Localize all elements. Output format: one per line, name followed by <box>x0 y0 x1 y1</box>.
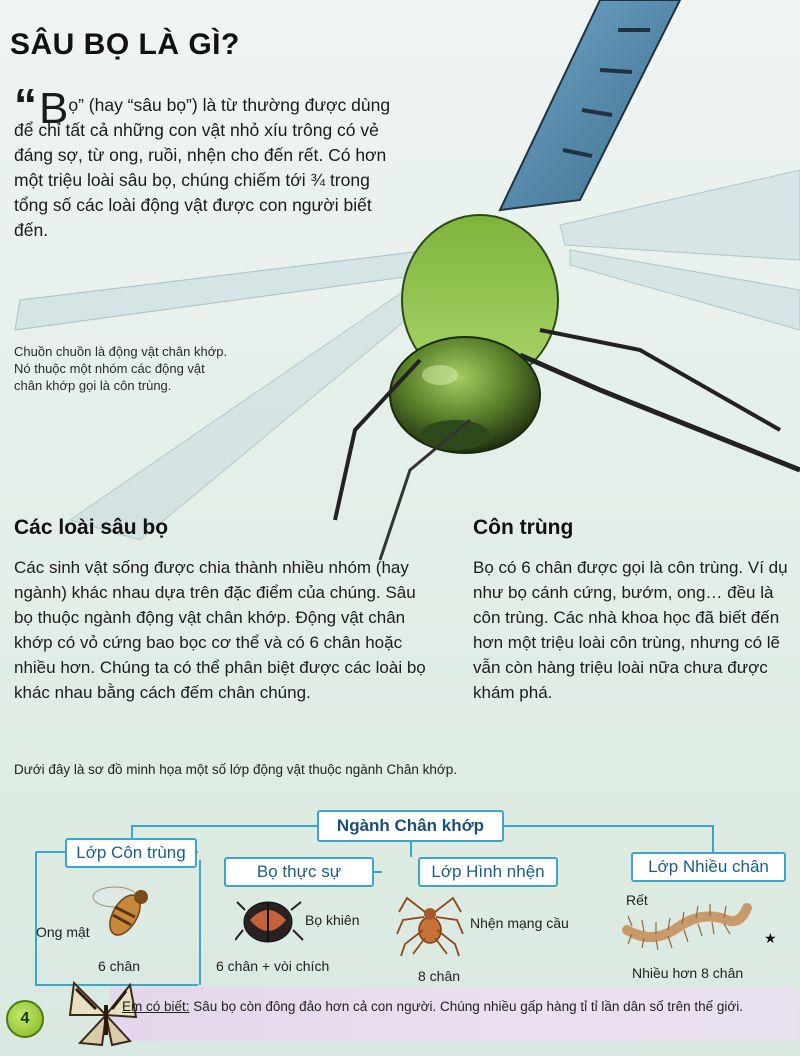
box-myriapod-class: Lớp Nhiều chân <box>631 852 786 882</box>
intro-text: ọ” (hay “sâu bọ”) là từ thường được dùng để chỉ tất cả những con vật nhỏ xíu trông có vẻ đáng sợ, từ ong, ruồi, nhện cho đến rết. Có hơn một triệu loài sâu bọ, chúng chiếm tới ¾ trong tổng số các loài động vật được con người biết đến. <box>14 95 391 240</box>
box-arthropoda: Ngành Chân khớp <box>317 810 504 842</box>
box-arachnid-class: Lớp Hình nhện <box>418 857 558 887</box>
heading-insects: Côn trùng <box>473 516 574 539</box>
did-you-know-body: Sâu bọ còn đông đảo hơn cả con người. Chúng nhiều gấp hàng tỉ tỉ lần dân số trên thế giới. <box>193 999 744 1014</box>
page-title: SÂU BỌ LÀ GÌ? <box>10 28 240 61</box>
spider-illustration <box>395 890 465 960</box>
did-you-know-text <box>122 998 782 1016</box>
label-shieldbug: Bọ khiên <box>305 912 360 928</box>
page-number: 4 <box>6 1000 44 1038</box>
body-insects: Bọ có 6 chân được gọi là côn trùng. Ví dụ như bọ cánh cứng, bướm, ong… đều là côn trùng. Các nhà khoa học đã biết đến hơn một triệu loài côn trùng, nhưng có lẽ vẫn còn hàng triệu loài nữa chưa được khám phá. <box>473 558 788 702</box>
label-bee-legs: 6 chân <box>98 958 141 974</box>
body-bug-species: Các sinh vật sống được chia thành nhiều nhóm (hay ngành) khác nhau dựa trên đặc điểm của chúng. Sâu bọ thuộc ngành động vật chân khớp. Động vật chân khớp có vỏ cứng bao bọc cơ thể và có 6 chân hoặc nhiều hơn. Chúng ta có thể phân biệt được các loài bọ khác nhau bằng cách đếm chân chúng. <box>14 558 426 702</box>
bee-illustration <box>85 875 165 945</box>
did-you-know-label: Em có biết: <box>122 999 190 1014</box>
dragonfly-caption: Chuồn chuồn là động vật chân khớp. Nó thuộc một nhóm các động vật chân khớp gọi là côn trùng. <box>14 344 228 393</box>
quote-mark: “ <box>14 79 37 131</box>
label-bee: Ong mật <box>36 924 90 940</box>
shieldbug-illustration <box>235 890 305 950</box>
star-mark: ★ <box>764 930 777 946</box>
label-spider: Nhện mạng cầu <box>470 915 569 931</box>
drop-cap: B <box>39 84 69 133</box>
heading-bug-species: Các loài sâu bọ <box>14 516 169 539</box>
label-centipede-legs: Nhiều hơn 8 chân <box>632 965 744 981</box>
box-true-bugs: Bọ thực sự <box>224 857 374 887</box>
diagram-caption: Dưới đây là sơ đồ minh họa một số lớp động vật thuộc ngành Chân khớp. <box>14 762 457 777</box>
box-insect-class: Lớp Côn trùng <box>65 838 197 868</box>
label-spider-legs: 8 chân <box>418 968 461 984</box>
label-shieldbug-legs: 6 chân + vòi chích <box>216 958 330 974</box>
label-centipede: Rết <box>626 892 648 908</box>
intro-paragraph <box>14 80 404 243</box>
